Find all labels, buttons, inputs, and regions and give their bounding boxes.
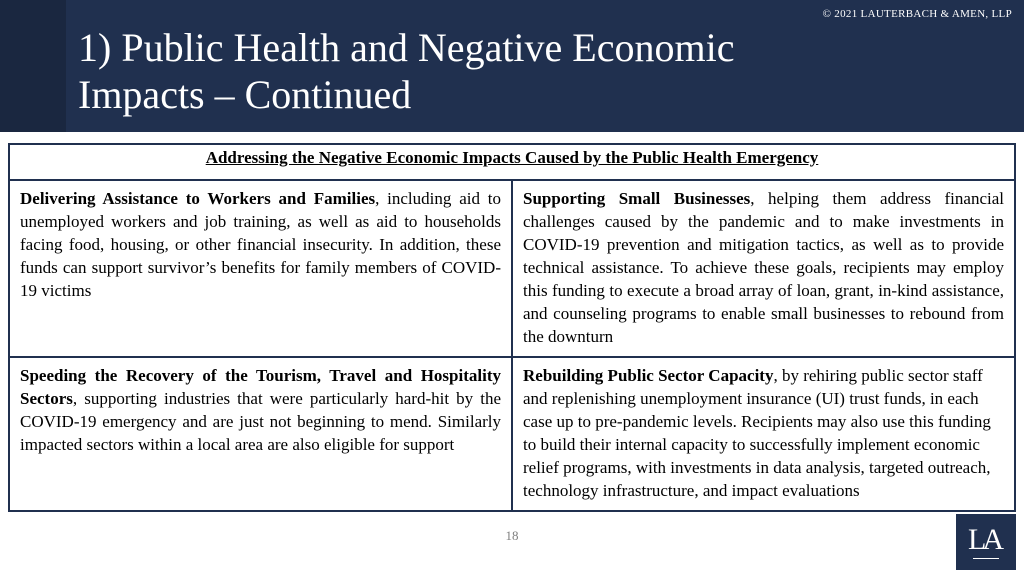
slide-header <box>0 0 1024 132</box>
table-header-text: Addressing the Negative Economic Impacts Caused by the Public Health Emergency <box>205 148 819 167</box>
table-header-row <box>9 144 1015 180</box>
cell-workers-families-text: , including aid to unemployed workers and job training, as well as aid to households facing food, housing, or other financial insecurity. In addition, these funds can support survivor’s benefits for family members of COVID-19 victims <box>20 189 501 300</box>
table-row <box>9 180 1015 357</box>
cell-workers-families-lead: Delivering Assistance to Workers and Families <box>20 189 376 208</box>
cell-tourism-recovery <box>9 357 512 511</box>
logo-monogram: LA <box>968 523 1000 556</box>
cell-small-businesses-lead: Supporting Small Businesses <box>523 189 751 208</box>
cell-public-sector-lead: Rebuilding Public Sector Capacity <box>523 366 774 385</box>
lauterbach-amen-logo <box>956 514 1016 570</box>
slide-title-line-1: 1) Public Health and Negative Economic <box>78 25 735 70</box>
cell-tourism-recovery-text: , supporting industries that were particularly hard-hit by the COVID-19 emergency and are just not beginning to mend. Similarly impacted sectors within a local area are also eligible for support <box>20 389 501 454</box>
cell-workers-families <box>9 180 512 357</box>
cell-small-businesses-text: , helping them address financial challenges caused by the pandemic and to make investments in COVID-19 prevention and mitigation tactics, as well as to provide technical assistance. To achieve these goals, recipients may employ this funding to execute a broad array of loan, grant, in-kind assistance, and counseling programs to enable small businesses to rebound from the downturn <box>523 189 1004 346</box>
cell-public-sector <box>512 357 1015 511</box>
page-number: 18 <box>505 528 519 543</box>
slide-title <box>78 24 734 118</box>
cell-small-businesses <box>512 180 1015 357</box>
header-accent-strip <box>0 0 66 132</box>
cell-tourism-recovery-lead: Speeding the Recovery of the Tourism, Travel and Hospitality Sectors <box>20 366 501 408</box>
slide-title-line-2: Impacts – Continued <box>78 72 412 118</box>
table-row <box>9 357 1015 511</box>
table-header-cell <box>9 144 1015 180</box>
cell-public-sector-text: , by rehiring public sector staff and replenishing unemployment insurance (UI) trust funds, in each case up to pre-pandemic levels. Recipients may also use this funding to build their internal capacity to successfully implement economic relief programs, with investments in data analysis, targeted outreach, technology infrastructure, and impact evaluations <box>523 366 991 500</box>
impacts-table <box>8 143 1016 512</box>
copyright-text: © 2021 LAUTERBACH & AMEN, LLP <box>822 8 1012 20</box>
logo-underline <box>973 558 999 559</box>
